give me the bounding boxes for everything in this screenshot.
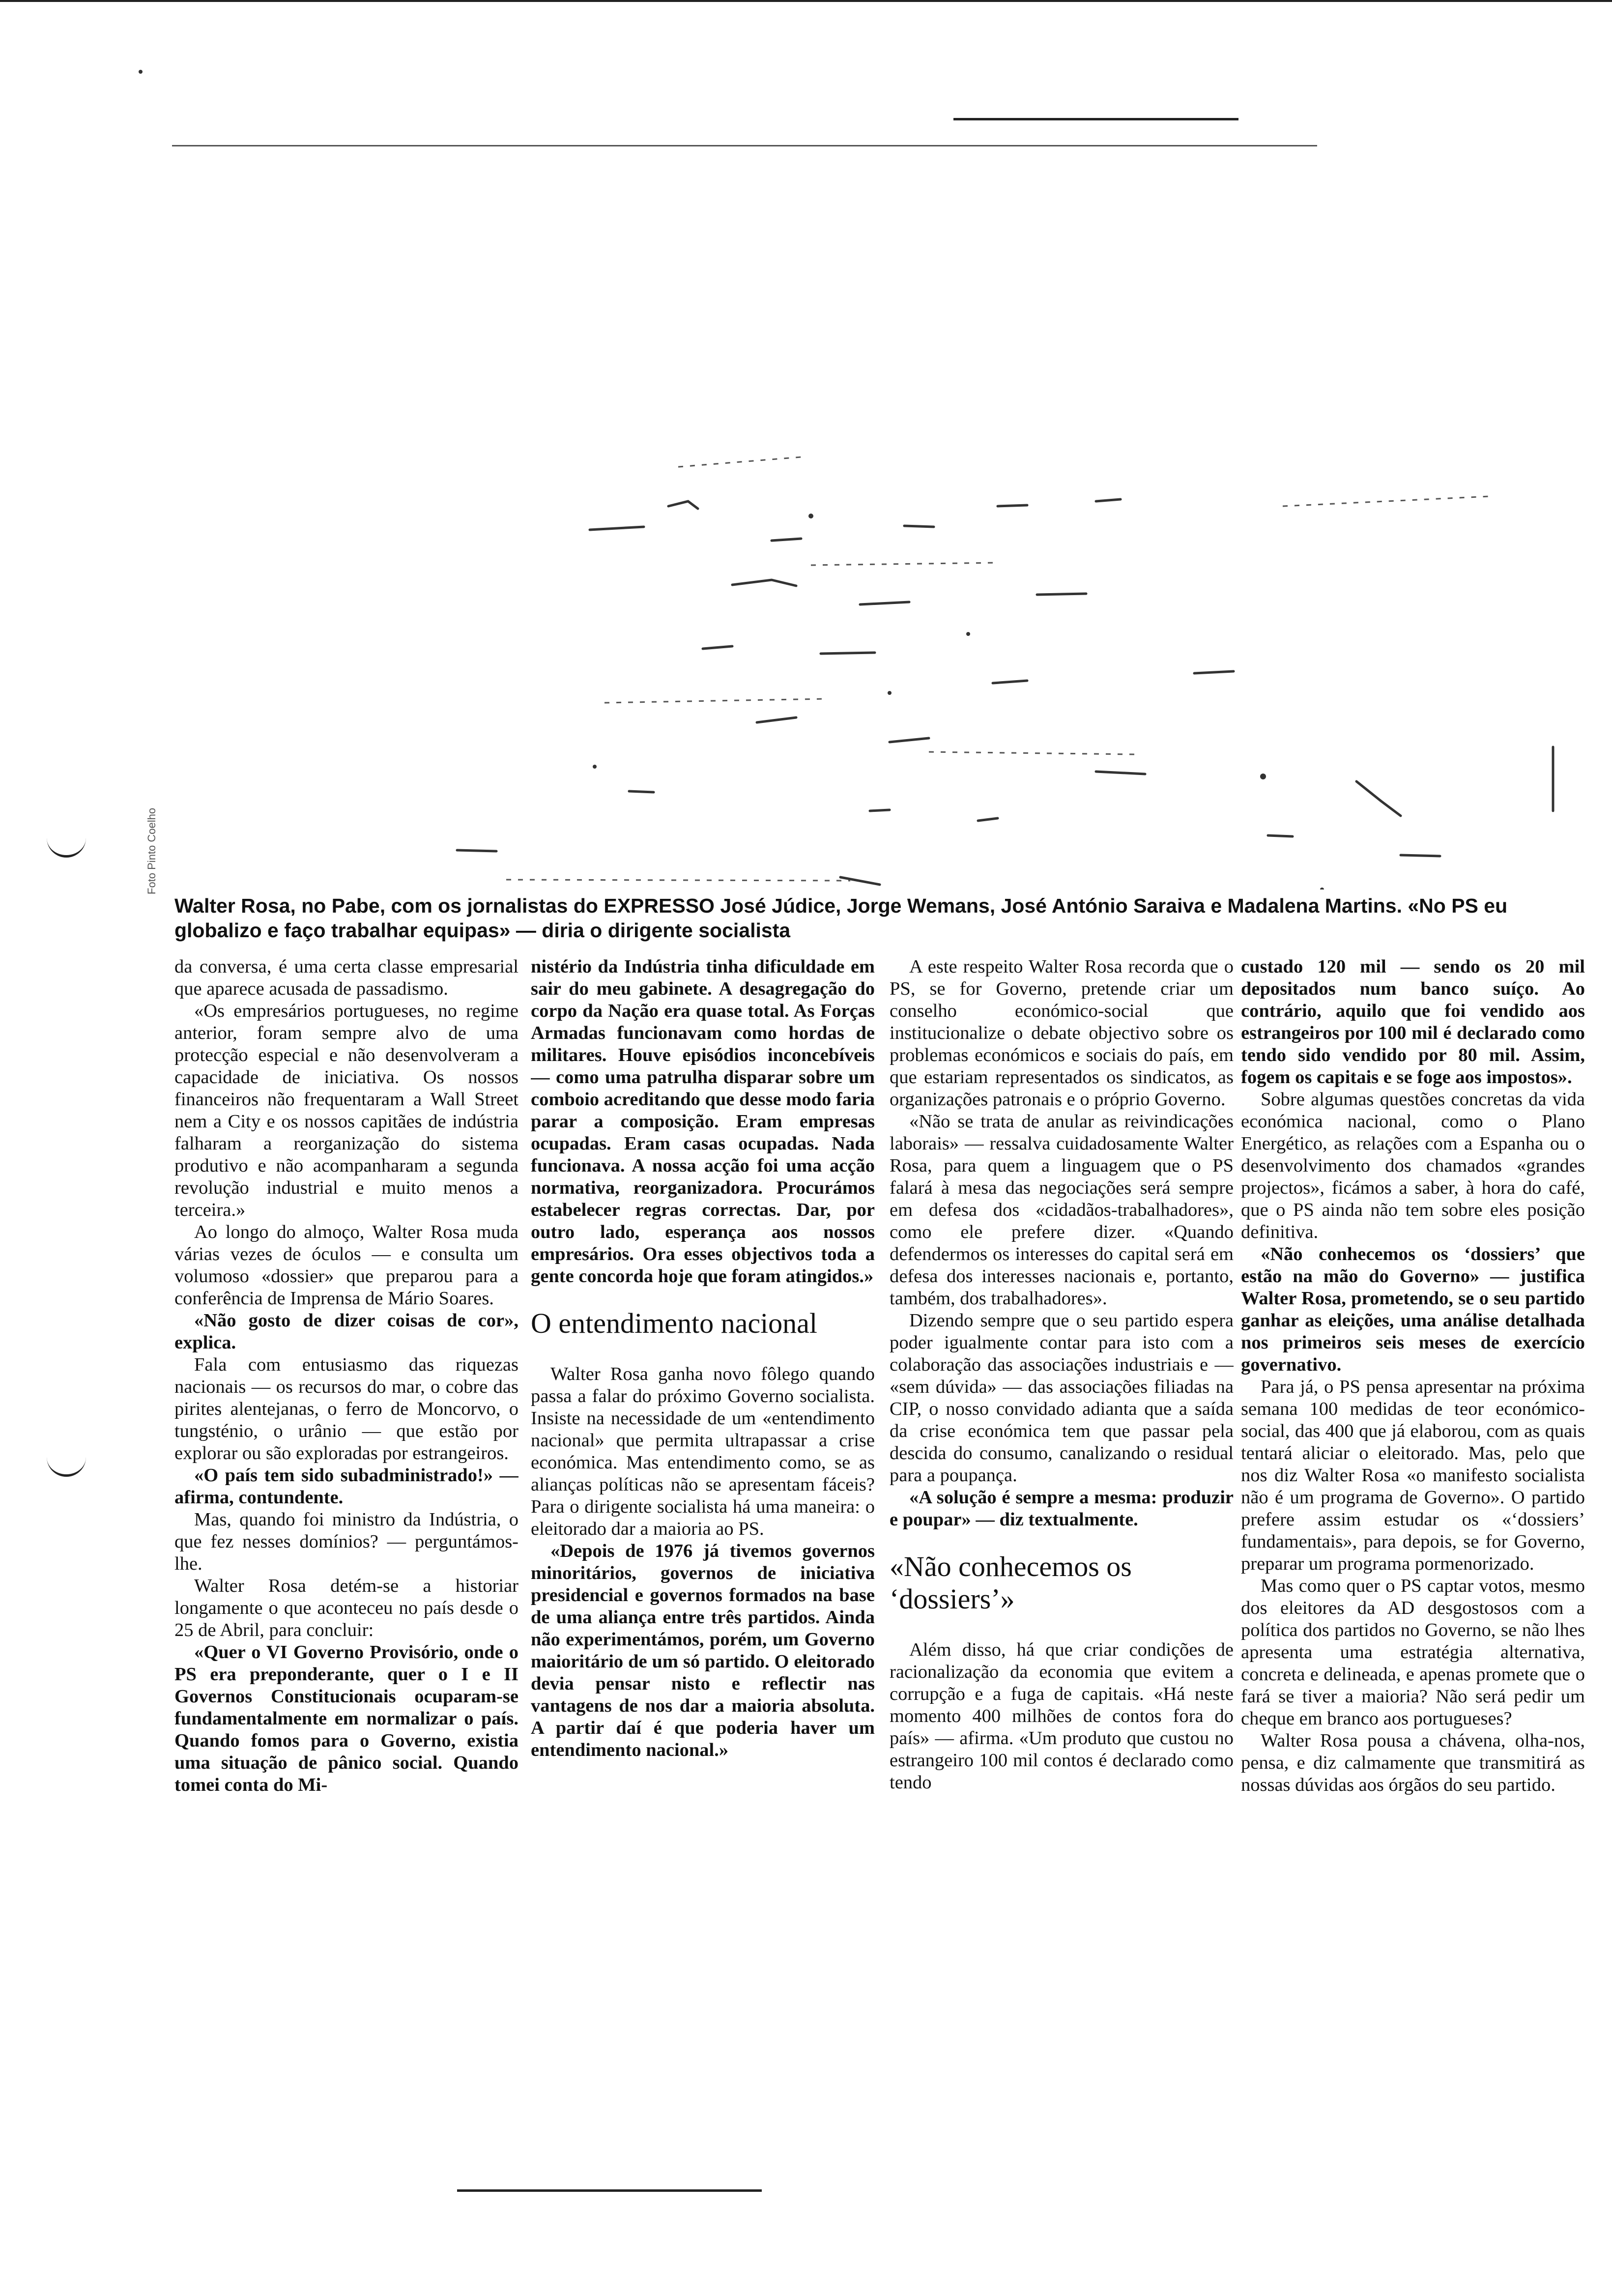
article-column-3: [890, 956, 1234, 2175]
paragraph: da conversa, é uma certa classe empresarial que aparece acusada de passadismo.: [174, 956, 518, 999]
article-column-1: [174, 956, 518, 2175]
quote-bold: «A solução é sempre a mesma: produzir e poupar» — diz textualmente.: [890, 1487, 1234, 1530]
paragraph: [1241, 1243, 1585, 1376]
paragraph: [531, 1540, 875, 1761]
paragraph: [174, 1310, 518, 1354]
paragraph: Fala com entusiasmo das riquezas nacionais — os recursos do mar, o cobre das pirites alentejanas, o ferro de Moncorvo, o tungsténio, o urânio — que estão por explorar ou são exploradas por estrangeiros.: [174, 1354, 518, 1464]
article-column-4: [1241, 956, 1585, 2175]
paragraph: A este respeito Walter Rosa recorda que o PS, se for Governo, pretende criar um conselho económico-social que institucionalize o debate objectivo sobre os problemas económicos e sociais do país, em que estariam representados os sindicatos, as organizações patronais e o próprio Governo.: [890, 956, 1234, 1110]
quote-bold: custado 120 mil — sendo os 20 mil depositados num banco suíço. Ao contrário, aquilo que foi vendido aos estrangeiros por 100 mil é declarado como tendo sido vendido por 80 mil. Assim, fogem os capitais e se foge aos impostos».: [1241, 956, 1585, 1088]
photo-caption: Walter Rosa, no Pabe, com os jornalistas do EXPRESSO José Júdice, Jorge Wemans, José António Saraiva e Madalena Martins. «No PS eu globalizo e faço trabalhar equipas» — diria o dirigente socialista: [174, 894, 1508, 942]
paragraph: Dizendo sempre que o seu partido espera poder igualmente contar para isto com a colaboração das associações industriais e — «sem dúvida» — das associações filiadas na CIP, o nosso convidado adianta que a saída da crise económica tem que passar pela descida do consumo, canalizando o residual para a poupança.: [890, 1310, 1234, 1486]
margin-hole-mark-top: [47, 835, 86, 858]
paragraph: [890, 1487, 1234, 1531]
top-border-rule: [0, 0, 1612, 2]
header-rule-long: [172, 145, 1317, 146]
margin-hole-mark-bottom: [47, 1455, 86, 1477]
header-rule-short: [953, 118, 1238, 120]
paragraph: Sobre algumas questões concretas da vida económica nacional, como o Plano Energético, as relações com a Espanha ou o desenvolvimento dos chamados «grandes projectos», ficámos a saber, à hora do café, que o PS ainda não tem sobre eles posição definitiva.: [1241, 1089, 1585, 1242]
paragraph: [174, 1464, 518, 1509]
paragraph: Walter Rosa detém-se a historiar longamente o que aconteceu no país desde o 25 de Abril, para concluir:: [174, 1576, 518, 1640]
speck-dot: [139, 70, 143, 74]
quote-bold: «Não gosto de dizer coisas de cor», explica.: [174, 1310, 518, 1353]
quote-bold: «Quer o VI Governo Provisório, onde o PS era preponderante, quer o I e II Governos Constitucionais ocuparam-se fundamentalmente em normalizar o país. Quando fomos para o Governo, existia uma situação de pânico social. Quando tomei conta do Mi-: [174, 1642, 518, 1795]
quote-bold: «O país tem sido subadministrado!» — afirma, contundente.: [174, 1465, 518, 1508]
photo-faded-image: [162, 162, 1578, 890]
paragraph: [1241, 956, 1585, 1089]
paragraph: [174, 1641, 518, 1796]
paragraph: [531, 956, 875, 1288]
paragraph: Além disso, há que criar condições de racionalização da economia que evitem a corrupção e a fuga de capitais. «Há neste momento 400 milhões de contos fora do país» — afirma. «Um produto que custou no estrangeiro 100 mil contos é declarado como tendo: [890, 1639, 1234, 1793]
paragraph: Mas como quer o PS captar votos, mesmo dos eleitores da AD desgostosos com a política dos partidos no Governo, se não lhes apresenta uma estratégia alternativa, concreta e delineada, e apenas promete que o fará se tiver a maioria? Não será pedir um cheque em branco aos portugueses?: [1241, 1576, 1585, 1729]
paragraph: Walter Rosa pousa a chávena, olha-nos, pensa, e diz calmamente que transmitirá as nossas dúvidas aos órgãos do seu partido.: [1241, 1730, 1585, 1795]
paragraph: Para já, o PS pensa apresentar na próxima semana 100 medidas de teor económico-social, das 400 que já elaborou, com as quais tentará aliciar o eleitorado. Mas, pelo que nos diz Walter Rosa «o manifesto socialista não é um programa de Governo». O partido prefere assim estudar os «‘dossiers’ fundamentais», para depois, se for Governo, preparar um programa pormenorizado.: [1241, 1377, 1585, 1574]
paragraph: Mas, quando foi ministro da Indústria, o que fez nesses domínios? — perguntámos-lhe.: [174, 1509, 518, 1574]
section-heading: O entendimento nacional: [531, 1307, 818, 1339]
quote-bold: nistério da Indústria tinha dificuldade em sair do meu gabinete. A desagregação do corpo da Nação era quase total. As Forças Armadas funcionavam como hordas de militares. Houve episódios inconcebíveis — como uma patrulha disparar sobre um comboio acreditando que desse modo faria parar a composição. Eram empresas ocupadas. Eram casas ocupadas. Nada funcionava. A nossa acção foi uma acção normativa, reorganizadora. Procurámos estabelecer regras correctas. Dar, por outro lado, esperança aos nossos empresários. Ora esses objectivos toda a gente concorda hoje que foram atingidos.»: [531, 956, 875, 1287]
paragraph: «Os empresários portugueses, no regime anterior, foram sempre alvo de uma protecção especial e não desenvolveram a capacidade de iniciativa. Os nossos financeiros não frequentaram a Wall Street nem a City e os nossos capitães de indústria falharam a reorganização do sistema produtivo e não acompanharam a segunda revolução industrial e muito menos a terceira.»: [174, 1001, 518, 1220]
paragraph: «Não se trata de anular as reivindicações laborais» — ressalva cuidadosamente Walter Rosa, para quem a linguagem que o PS falará à mesa das negociações será sempre em defesa dos «cidadãos-trabalhadores», como ele prefere dizer. «Quando defendermos os interesses do capital será em defesa dos interesses nacionais e, portanto, também, dos trabalhadores».: [890, 1111, 1234, 1309]
quote-bold: «Não conhecemos os ‘dossiers’ que estão na mão do Governo» — justifica Walter Rosa, prometendo, se o seu partido ganhar as eleições, uma análise detalhada nos primeiros seis meses de exercício governativo.: [1241, 1244, 1585, 1375]
photo-credit: Foto Pinto Coelho: [145, 807, 158, 894]
paragraph: Ao longo do almoço, Walter Rosa muda várias vezes de óculos — e consulta um volumoso «dossier» que preparou para a conferência de Imprensa de Mário Soares.: [174, 1222, 518, 1309]
paragraph: Walter Rosa ganha novo fôlego quando passa a falar do próximo Governo socialista. Insiste na necessidade de um «entendimento nacional» que permita ultrapassar a crise económica. Mas entendimento como, se as alianças políticas não se apresentam fáceis? Para o dirigente socialista há uma maneira: o eleitorado dar a maioria ao PS.: [531, 1364, 875, 1539]
article-column-2: [531, 956, 875, 2175]
bottom-rule: [457, 2189, 762, 2192]
photo: [162, 162, 1578, 890]
section-heading: «Não conhecemos os ‘dossiers’»: [890, 1550, 1132, 1615]
quote-bold: «Depois de 1976 já tivemos governos minoritários, governos de iniciativa presidencial e governos formados na base de uma aliança entre três partidos. Ainda não experimentámos, porém, um Governo maioritário de um só partido. O eleitorado devia pensar nisto e reflectir nas vantagens de nos dar a maioria absoluta. A partir daí é que poderia haver um entendimento nacional.»: [531, 1541, 875, 1760]
